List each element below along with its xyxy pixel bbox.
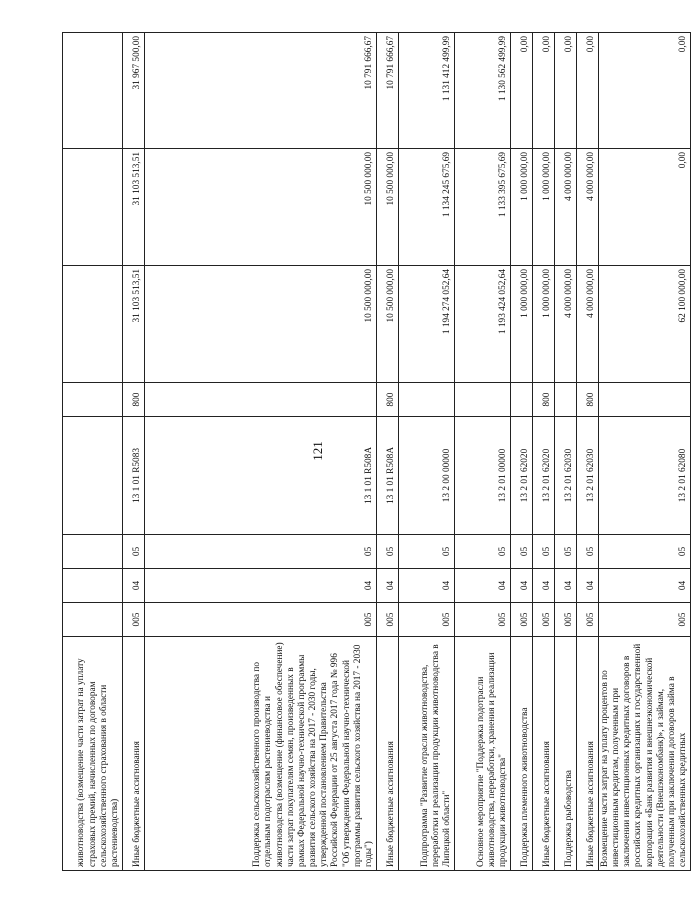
row-glava: 005 bbox=[599, 603, 691, 637]
row-expense-type bbox=[599, 383, 691, 417]
row-razdel: 04 bbox=[123, 569, 145, 603]
table-row bbox=[533, 33, 555, 871]
row-podrazdel bbox=[63, 535, 123, 569]
row-podrazdel: 05 bbox=[511, 535, 533, 569]
row-sum-3: 1 131 412 499,99 bbox=[399, 33, 455, 149]
row-podrazdel: 05 bbox=[533, 535, 555, 569]
table-row bbox=[399, 33, 455, 871]
row-expense-type bbox=[63, 383, 123, 417]
row-sum-1: 1 193 424 052,64 bbox=[455, 266, 511, 383]
row-podrazdel: 05 bbox=[455, 535, 511, 569]
row-name: Основное мероприятие "Поддержка подотрасли животноводства, переработки, хранения и реализации продукции животноводства" bbox=[455, 637, 511, 871]
row-glava: 005 bbox=[455, 603, 511, 637]
row-target-article: 13 2 01 62030 bbox=[555, 417, 577, 535]
row-sum-3: 0,00 bbox=[533, 33, 555, 149]
row-expense-type bbox=[555, 383, 577, 417]
row-target-article: 13 1 01 R508A bbox=[377, 417, 399, 535]
row-razdel: 04 bbox=[533, 569, 555, 603]
row-name: Иные бюджетные ассигнования bbox=[123, 637, 145, 871]
row-name: Иные бюджетные ассигнования bbox=[533, 637, 555, 871]
table-viewport bbox=[62, 33, 689, 871]
row-glava: 005 bbox=[555, 603, 577, 637]
row-podrazdel: 05 bbox=[145, 535, 377, 569]
row-sum-2: 10 500 000,00 bbox=[377, 149, 399, 266]
budget-table-body bbox=[63, 33, 691, 871]
row-sum-1: 1 194 274 052,64 bbox=[399, 266, 455, 383]
row-sum-1: 10 500 000,00 bbox=[377, 266, 399, 383]
row-sum-2: 0,00 bbox=[599, 149, 691, 266]
row-name: Иные бюджетные ассигнования bbox=[377, 637, 399, 871]
row-sum-2: 10 500 000,00 bbox=[145, 149, 377, 266]
row-name: Возмещение части затрат на уплату процентов по инвестиционным кредитам, полученным при заключении инвестиционных кредитных договоров в российских кредитных организациях и государственной корпорации «Банк развития и внешнеэкономической деятельности (Внешэкономбанк)», и займам, полученным при заключении договоров займа в сельскохозяйственных кредитных bbox=[599, 637, 691, 871]
row-target-article: 13 2 01 62020 bbox=[533, 417, 555, 535]
row-sum-1: 4 000 000,00 bbox=[577, 266, 599, 383]
row-podrazdel: 05 bbox=[599, 535, 691, 569]
row-sum-3: 1 130 562 499,99 bbox=[455, 33, 511, 149]
row-glava: 005 bbox=[377, 603, 399, 637]
table-row bbox=[511, 33, 533, 871]
row-glava: 005 bbox=[123, 603, 145, 637]
page-number: 121 bbox=[309, 441, 325, 461]
row-expense-type bbox=[145, 383, 377, 417]
row-glava: 005 bbox=[399, 603, 455, 637]
row-sum-3: 10 791 666,67 bbox=[377, 33, 399, 149]
row-sum-2 bbox=[63, 149, 123, 266]
row-razdel: 04 bbox=[145, 569, 377, 603]
row-name: Поддержка сельскохозяйственного производства по отдельным подотраслям растениеводства и животноводства (возмещение (финансовое обеспечение) части затрат покупателям семян, произведенных в рамках Федеральной научно-технической программы развития сельского хозяйства на 2017 - 2030 годы, утвержденной постановлением Правительства Российской Федерации от 25 августа 2017 года № 996 "Об утверждении Федеральной научно-технической программы развития сельского хозяйства на 2017 - 2030 годы") bbox=[145, 637, 377, 871]
row-sum-2: 4 000 000,00 bbox=[555, 149, 577, 266]
row-sum-3 bbox=[63, 33, 123, 149]
row-podrazdel: 05 bbox=[577, 535, 599, 569]
row-sum-1: 1 000 000,00 bbox=[511, 266, 533, 383]
row-name: Подпрограмма "Развитие отрасли животноводства, переработки и реализации продукции животноводства в Липецкой области" bbox=[399, 637, 455, 871]
table-row bbox=[63, 33, 123, 871]
row-name: Иные бюджетные ассигнования bbox=[577, 637, 599, 871]
row-glava: 005 bbox=[577, 603, 599, 637]
row-razdel: 04 bbox=[399, 569, 455, 603]
row-razdel: 04 bbox=[511, 569, 533, 603]
budget-table bbox=[62, 32, 691, 871]
row-target-article: 13 1 01 R508A bbox=[145, 417, 377, 535]
table-row bbox=[123, 33, 145, 871]
row-sum-1: 1 000 000,00 bbox=[533, 266, 555, 383]
row-razdel bbox=[63, 569, 123, 603]
row-razdel: 04 bbox=[555, 569, 577, 603]
row-target-article: 13 2 01 00000 bbox=[455, 417, 511, 535]
row-target-article: 13 2 01 62020 bbox=[511, 417, 533, 535]
table-row bbox=[577, 33, 599, 871]
row-name: животноводства (возмещение части затрат на уплату страховых премий, начисленных по договорам сельскохозяйственного страхования в области растениеводства) bbox=[63, 637, 123, 871]
row-target-article bbox=[63, 417, 123, 535]
row-glava: 005 bbox=[511, 603, 533, 637]
row-razdel: 04 bbox=[599, 569, 691, 603]
row-sum-2: 1 134 245 675,69 bbox=[399, 149, 455, 266]
row-razdel: 04 bbox=[455, 569, 511, 603]
row-glava: 005 bbox=[533, 603, 555, 637]
row-sum-3: 0,00 bbox=[599, 33, 691, 149]
row-expense-type: 800 bbox=[577, 383, 599, 417]
row-target-article: 13 2 00 00000 bbox=[399, 417, 455, 535]
row-glava: 005 bbox=[145, 603, 377, 637]
row-sum-2: 1 000 000,00 bbox=[511, 149, 533, 266]
row-glava bbox=[63, 603, 123, 637]
row-sum-1: 31 103 513,51 bbox=[123, 266, 145, 383]
row-podrazdel: 05 bbox=[123, 535, 145, 569]
row-expense-type bbox=[511, 383, 533, 417]
row-sum-1: 62 100 000,00 bbox=[599, 266, 691, 383]
row-expense-type: 800 bbox=[123, 383, 145, 417]
row-razdel: 04 bbox=[377, 569, 399, 603]
row-name: Поддержка племенного животноводства bbox=[511, 637, 533, 871]
row-expense-type: 800 bbox=[377, 383, 399, 417]
table-row bbox=[377, 33, 399, 871]
row-sum-3: 0,00 bbox=[555, 33, 577, 149]
row-sum-2: 1 133 395 675,69 bbox=[455, 149, 511, 266]
row-sum-2: 4 000 000,00 bbox=[577, 149, 599, 266]
row-podrazdel: 05 bbox=[399, 535, 455, 569]
row-sum-1: 4 000 000,00 bbox=[555, 266, 577, 383]
row-expense-type bbox=[399, 383, 455, 417]
row-expense-type: 800 bbox=[533, 383, 555, 417]
row-sum-3: 31 967 500,00 bbox=[123, 33, 145, 149]
row-sum-2: 31 103 513,51 bbox=[123, 149, 145, 266]
row-sum-3: 0,00 bbox=[577, 33, 599, 149]
row-sum-2: 1 000 000,00 bbox=[533, 149, 555, 266]
table-row bbox=[145, 33, 377, 871]
row-target-article: 13 1 01 R5083 bbox=[123, 417, 145, 535]
row-sum-1 bbox=[63, 266, 123, 383]
row-target-article: 13 2 01 62030 bbox=[577, 417, 599, 535]
table-row bbox=[555, 33, 577, 871]
row-sum-3: 0,00 bbox=[511, 33, 533, 149]
row-podrazdel: 05 bbox=[377, 535, 399, 569]
row-podrazdel: 05 bbox=[555, 535, 577, 569]
table-row bbox=[455, 33, 511, 871]
row-sum-1: 10 500 000,00 bbox=[145, 266, 377, 383]
row-target-article: 13 2 01 62080 bbox=[599, 417, 691, 535]
row-razdel: 04 bbox=[577, 569, 599, 603]
row-sum-3: 10 791 666,67 bbox=[145, 33, 377, 149]
row-name: Поддержка рыбоводства bbox=[555, 637, 577, 871]
rotated-page-content bbox=[62, 33, 689, 871]
row-expense-type bbox=[455, 383, 511, 417]
table-row bbox=[599, 33, 691, 871]
